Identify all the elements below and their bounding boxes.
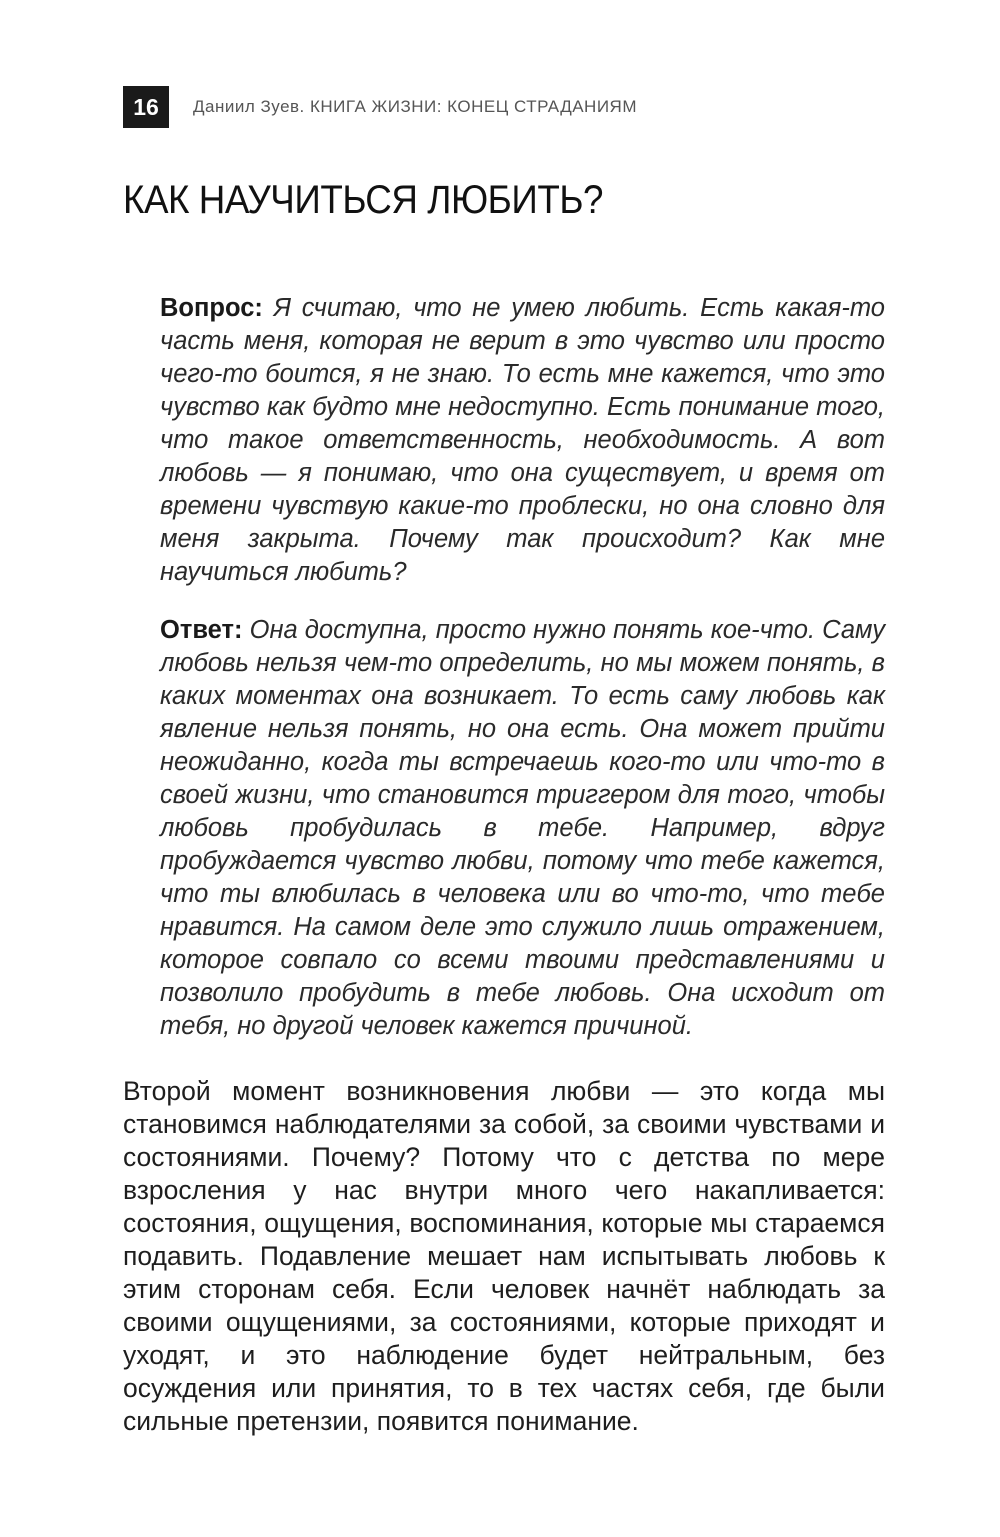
page-header [123,86,637,128]
question-label: Вопрос: [160,294,263,322]
body-paragraph: Второй момент возникновения любви — это когда мы становимся наблюдателями за собой, за своими чувствами и состояниями. Почему? Потому что с детства по мере взросления у нас внутри много чего накапливается: состояния, ощущения, воспоминания, которые мы стараемся подавить. Подавление мешает нам испытывать любовь к этим сторонам себя. Если человек начнёт наблюдать за своими ощущениями, за состояниями, которые приходят и уходят, и это наблюдение будет нейтральным, без осуждения или принятия, то в тех частях себя, где были сильные претензии, появится понимание. [123,1076,885,1436]
chapter-title: КАК НАУЧИТЬСЯ ЛЮБИТЬ? [123,178,604,222]
answer-text: Она доступна, просто нужно понять кое-что. Саму любовь нельзя чем-то определить, но мы можем понять, в каких моментах она возникает. То есть саму любовь как явление нельзя понять, но она есть. Она может прийти неожиданно, когда ты встречаешь кого-то или что-то в своей жизни, что становится триггером для того, чтобы любовь пробудилась в тебе. Например, вдруг пробуждается чувство любви, потому что тебе кажется, что ты влюбилась в человека или во что-то, что тебе нравится. На самом деле это служило лишь отражением, которое совпало со всеми твоими представлениями и позволило пробудить в тебе любовь. Она исходит от тебя, но другой человек кажется причиной. [160,616,885,1040]
question-text: Я считаю, что не умею любить. Есть какая-то часть меня, которая не верит в это чувство или просто чего-то боится, я не знаю. То есть мне кажется, что это чувство как будто мне недоступно. Есть понимание того, что такое ответственность, необходимость. А вот любовь — я понимаю, что она существует, и время от времени чувствую какие-то проблески, но она словно для меня закрыта. Почему так происходит? Как мне научиться любить? [160,294,885,586]
page-number: 16 [123,86,169,128]
answer-label: Ответ: [160,616,243,644]
question-block [160,292,885,589]
running-head: Даниил Зуев. КНИГА ЖИЗНИ: КОНЕЦ СТРАДАНИЯМ [193,97,637,116]
answer-block [160,614,885,1043]
